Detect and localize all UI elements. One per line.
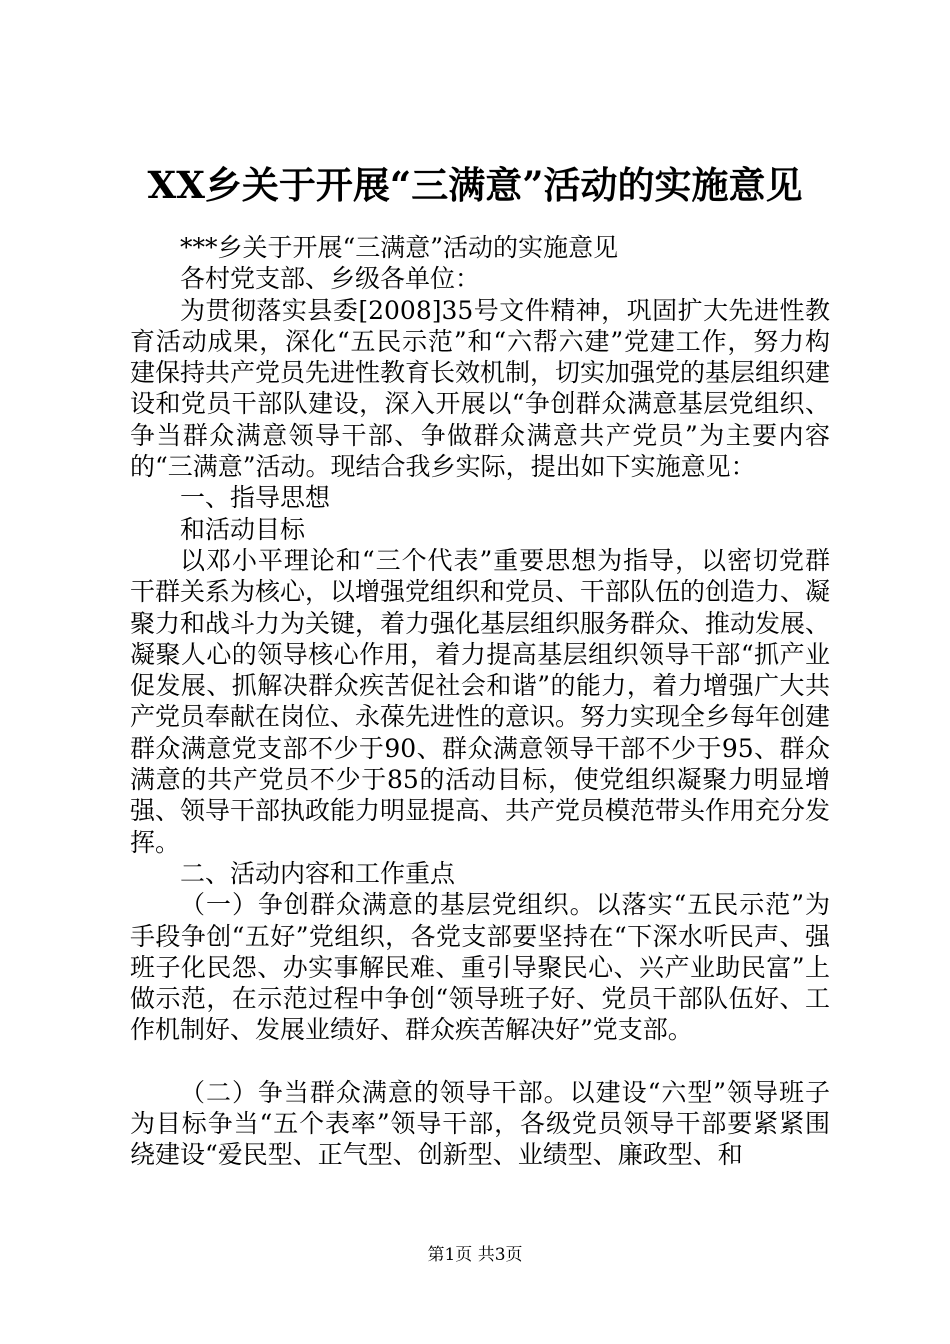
paragraph-item-2: （二）争当群众满意的领导干部。以建设“六型”领导班子为目标争当“五个表率”领导干部，各级党员领导干部要紧紧围绕建设“爱民型、正气型、创新型、业绩型、廉政型、和 xyxy=(130,1077,830,1170)
document-body xyxy=(130,232,830,1171)
section-heading-2: 二、活动内容和工作重点 xyxy=(180,858,456,888)
paragraph-guiding-thought: 以邓小平理论和“三个代表”重要思想为指导，以密切党群干群关系为核心，以增强党组织和党员、干部队伍的创造力、凝聚力和战斗力为关键，着力强化基层组织服务群众、推动发展、凝聚人心的领导核心作用，着力提高基层组织领导干部“抓产业促发展、抓解决群众疾苦促社会和谐”的能力，着力增强广大共产党员奉献在岗位、永葆先进性的意识。努力实现全乡每年创建群众满意党支部不少于90、群众满意领导干部不少于95、群众满意的共产党员不少于85的活动目标，使党组织凝聚力明显增强、领导干部执政能力明显提高、共产党员模范带头作用充分发挥。 xyxy=(130,545,831,857)
paragraph-item-1: （一）争创群众满意的基层党组织。以落实“五民示范”为手段争创“五好”党组织，各党支部要坚持在“下深水听民声、强班子化民怨、办实事解民难、重引导聚民心、兴产业助民富”上做示范，在示范过程中争创“领导班子好、党员干部队伍好、工作机制好、发展业绩好、群众疾苦解决好”党支部。 xyxy=(130,890,830,1045)
paragraph-intro: 为贯彻落实县委[2008]35号文件精神，巩固扩大先进性教育活动成果，深化“五民示范”和“六帮六建”党建工作，努力构建保持共产党员先进性教育长效机制，切实加强党的基层组织建设和党员干部队建设，深入开展以“争创群众满意基层党组织、争当群众满意领导干部、争做群众满意共产党员”为主要内容的“三满意”活动。现结合我乡实际，提出如下实施意见： xyxy=(130,295,831,482)
section-heading-1: 一、指导思想 xyxy=(180,483,331,513)
document-title: XX乡关于开展“三满意”活动的实施意见 xyxy=(147,163,803,207)
section-heading-1-cont: 和活动目标 xyxy=(180,514,306,544)
paragraph-subtitle: ***乡关于开展“三满意”活动的实施意见 xyxy=(180,233,619,262)
page-footer: 第1页 共3页 xyxy=(427,1245,523,1265)
paragraph-salutation: 各村党支部、乡级各单位： xyxy=(180,264,481,294)
